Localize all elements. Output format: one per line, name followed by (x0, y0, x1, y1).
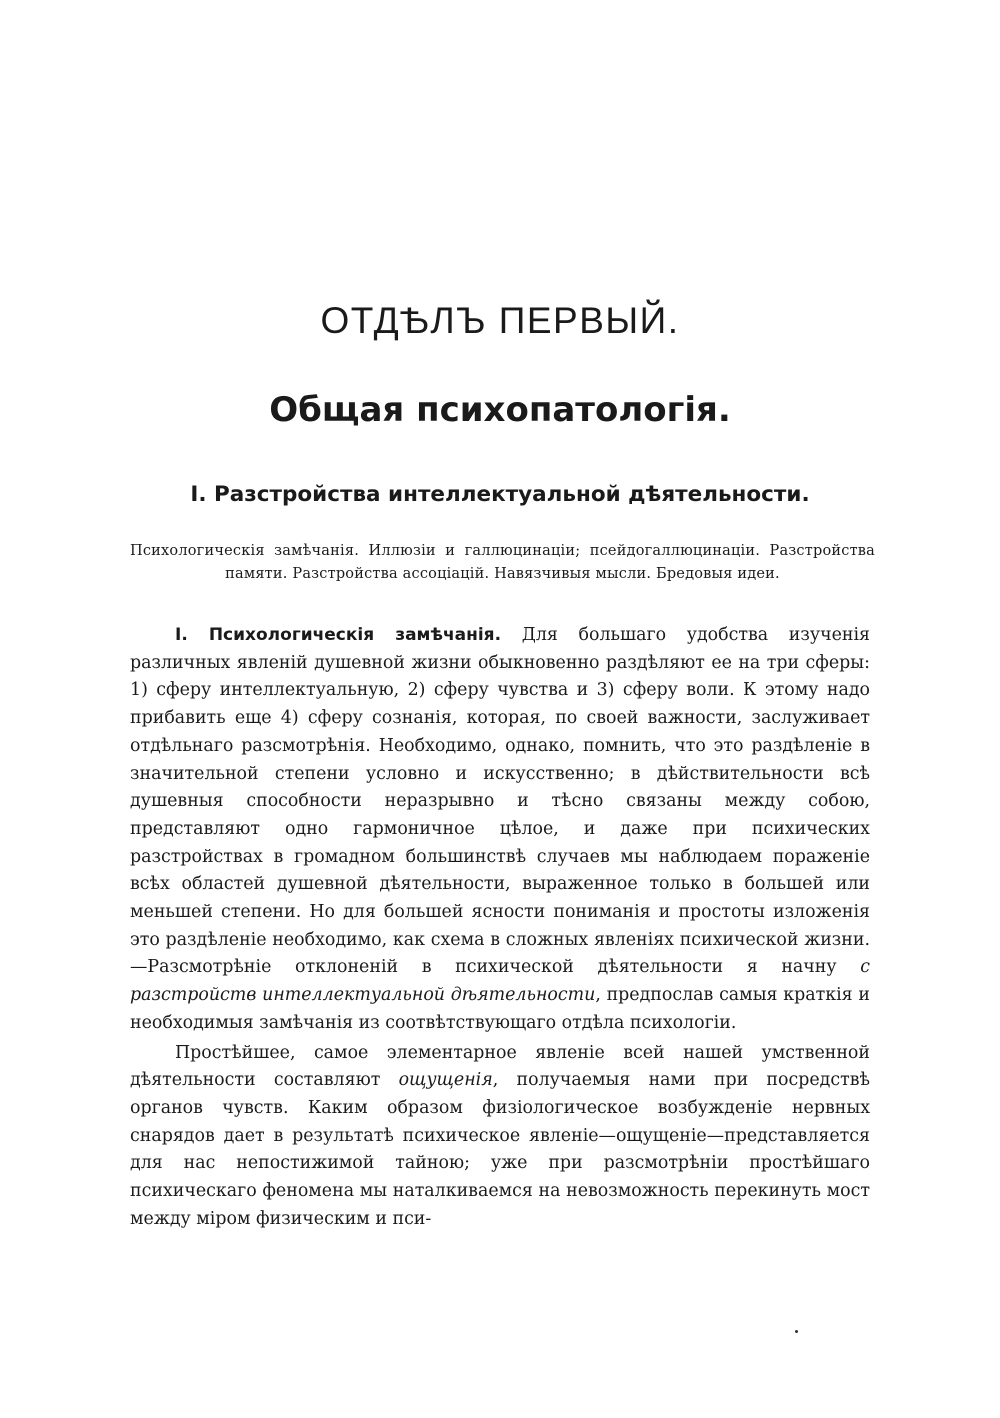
part-heading: ОТДѢЛЪ ПЕРВЫЙ. (320, 300, 680, 341)
paragraph-2-text-b: , получаемыя нами при посредствѣ органов чувств. Каким образом физіологическое возбужденіе нервных снарядов дает в результатѣ психическое явленіе—ощущеніе—представляется для нас непостижимой тайною; уже при разсмотрѣніи простѣйшаго психическаго феномена мы наталкиваемся на невозможность перекинуть мост между міром физическим и пси- (130, 1070, 870, 1229)
chapter-title: I. Разстройства интеллектуальной дѣятельности. (190, 482, 810, 507)
body-text (130, 622, 870, 1233)
paragraph-2-emphasis: ощущенія (398, 1070, 493, 1091)
paragraph-2-text-a: Простѣйшее, самое элементарное явленіе всей нашей умственной дѣятельности составляют (130, 1042, 870, 1091)
section-title: Общая психопатологія. (269, 390, 731, 430)
paragraph-1 (130, 622, 870, 1038)
paragraph-2 (130, 1040, 870, 1234)
ink-speck (795, 1330, 798, 1333)
chapter-summary: Психологическія замѣчанія. Иллюзіи и галлюцинаціи; псейдогаллюцинаціи. Разстройства памяти. Разстройства ассоціацій. Навязчивыя мысли. Бредовыя идеи. (130, 543, 875, 582)
paragraph-1-lead: I. Психологическія замѣчанія. (175, 625, 502, 645)
paragraph-1-text-b: , предпослав самыя краткія и необходимыя замѣчанія из соотвѣтствующаго отдѣла психологіи. (130, 985, 870, 1033)
paragraph-1-text-a: Для большаго удобства изученія различных явленій душевной жизни обыкновенно раздѣляют ее на три сферы: 1) сферу интеллектуальную, 2) сферу чувства и 3) сферу воли. К этому надо прибавить еще 4) сферу сознанія, которая, по своей важности, заслуживает отдѣльнаго разсмотрѣнія. Необходимо, однако, помнить, что это раздѣленіе в значительной степени условно и искусственно; в дѣйствительности всѣ душевныя способности неразрывно и тѣсно связаны между собою, представляют одно гармоничное цѣлое, и даже при психических разстройствах в громадном большинствѣ случаев мы наблюдаем пораженіе всѣх областей душевной дѣятельности, выраженное только в большей или меньшей степени. Но для большей ясности пониманія и простоты изложенія это раздѣленіе необходимо, как схема в сложных явленіях психической жизни.—Разсмотрѣніе отклоненій в психической дѣятельности я начну (130, 625, 870, 978)
paragraph-1-emphasis: с разстройств интеллектуальной дѣятельности (130, 957, 870, 1006)
